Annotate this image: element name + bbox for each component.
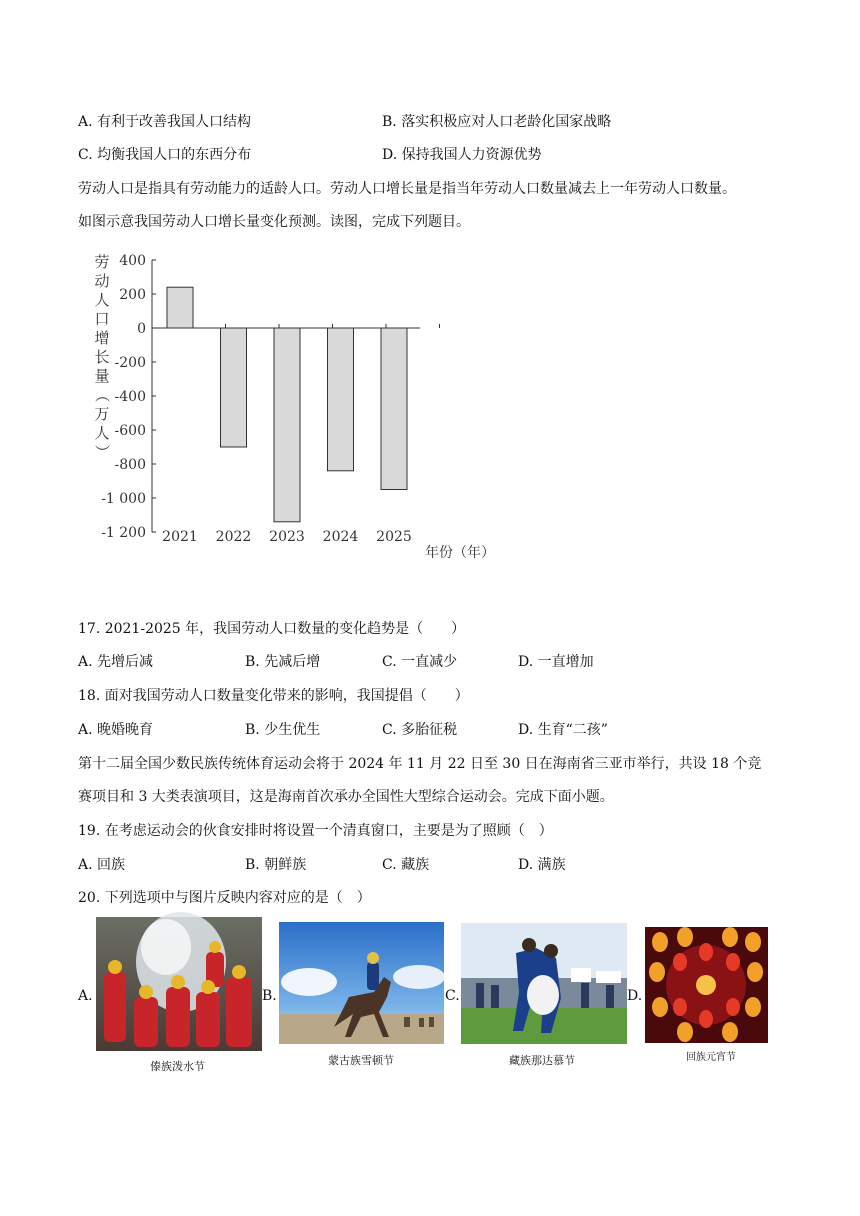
q20-letter-c: C. (445, 988, 460, 1004)
y-axis-label-char: ） (93, 444, 111, 460)
labor-growth-chart (80, 245, 495, 575)
y-axis-label-char: 劳 (94, 253, 110, 271)
q19-option-a: A. 回族 (78, 857, 126, 873)
x-tick-label: 2025 (376, 529, 412, 545)
q18-stem: 18. 面对我国劳动人口数量变化带来的影响，我国提倡（ ） (78, 688, 469, 704)
q19-option-b: B. 朝鲜族 (245, 857, 307, 873)
intro2-line2: 赛项目和 3 大类表演项目，这是海南首次承办全国性大型综合运动会。完成下面小题。 (78, 789, 614, 805)
y-tick-label: 0 (137, 321, 146, 337)
q19-stem: 19. 在考虑运动会的伙食安排时将设置一个清真窗口，主要是为了照顾（ ） (78, 823, 553, 839)
q20-caption-c: 藏族那达慕节 (509, 1054, 575, 1067)
x-tick-label: 2024 (322, 529, 359, 545)
photo-wrestling (461, 923, 627, 1044)
x-tick-label: 2021 (162, 529, 198, 545)
intro1-line1: 劳动人口是指具有劳动能力的适龄人口。劳动人口增长量是指当年劳动人口数量减去上一年劳动人口数量。 (78, 181, 736, 197)
q17-option-a: A. 先增后减 (78, 654, 154, 670)
q18-option-c: C. 多胎征税 (382, 722, 458, 738)
q20-letter-d: D. (627, 988, 643, 1004)
q20-caption-b: 蒙古族雪顿节 (328, 1054, 394, 1067)
x-axis-label: 年份（年） (425, 545, 495, 561)
q20-letter-b: B. (262, 988, 277, 1004)
x-tick-label: 2023 (269, 529, 305, 545)
y-axis-label-char: 人 (94, 424, 110, 442)
photo-horse-racing (279, 922, 444, 1044)
y-axis-label-char: 长 (94, 348, 110, 366)
q17-stem: 17. 2021-2025 年，我国劳动人口数量的变化趋势是（ ） (78, 621, 466, 637)
y-axis-label-char: 量 (94, 367, 110, 385)
y-axis-label-char: 万 (94, 405, 110, 423)
y-axis-label-char: 人 (94, 291, 110, 309)
q20-letter-a: A. (78, 988, 93, 1004)
q16-option-d: D. 保持我国人力资源优势 (382, 147, 542, 163)
bar-2023 (274, 328, 300, 522)
y-tick-label: -400 (114, 389, 146, 405)
q16-option-a: A. 有利于改善我国人口结构 (78, 114, 252, 130)
q20-caption-a: 傣族泼水节 (150, 1060, 205, 1073)
y-tick-label: -1 000 (101, 491, 146, 507)
y-axis-label-char: 增 (94, 329, 110, 347)
q18-option-b: B. 少生优生 (245, 722, 321, 738)
photo-lanterns (645, 927, 768, 1043)
q17-option-b: B. 先减后增 (245, 654, 321, 670)
q19-option-d: D. 满族 (518, 857, 566, 873)
x-tick-label: 2022 (215, 529, 252, 545)
y-tick-label: -1 200 (101, 525, 146, 541)
y-tick-label: -800 (114, 457, 146, 473)
q16-option-c: C. 均衡我国人口的东西分布 (78, 147, 252, 163)
bar-2025 (381, 328, 407, 490)
q16-option-b: B. 落实积极应对人口老龄化国家战略 (382, 114, 612, 130)
q17-option-d: D. 一直增加 (518, 654, 594, 670)
q18-option-d: D. 生育“二孩” (518, 722, 608, 738)
intro2-line1: 第十二届全国少数民族传统体育运动会将于 2024 年 11 月 22 日至 30 日在海南省三亚市举行，共设 18 个竞 (78, 756, 762, 772)
bar-2024 (328, 328, 354, 471)
bar-2021 (167, 287, 193, 328)
q18-option-a: A. 晚婚晚育 (78, 722, 154, 738)
y-tick-label: 400 (119, 253, 146, 269)
y-tick-label: -200 (114, 355, 146, 371)
y-axis-label (93, 253, 111, 460)
y-axis-label-char: 动 (94, 272, 110, 290)
q20-stem: 20. 下列选项中与图片反映内容对应的是（ ） (78, 890, 371, 906)
y-axis-label-char: 口 (94, 310, 110, 328)
q17-option-c: C. 一直减少 (382, 654, 458, 670)
q20-caption-d: 回族元宵节 (686, 1052, 736, 1063)
bar-2022 (221, 328, 247, 447)
intro1-line2: 如图示意我国劳动人口增长量变化预测。读图，完成下列题目。 (78, 214, 470, 230)
y-tick-label: 200 (119, 287, 146, 303)
photo-water-splashing (96, 917, 262, 1051)
q19-option-c: C. 藏族 (382, 857, 430, 873)
y-tick-label: -600 (114, 423, 146, 439)
y-axis-label-char: （ (93, 387, 111, 403)
